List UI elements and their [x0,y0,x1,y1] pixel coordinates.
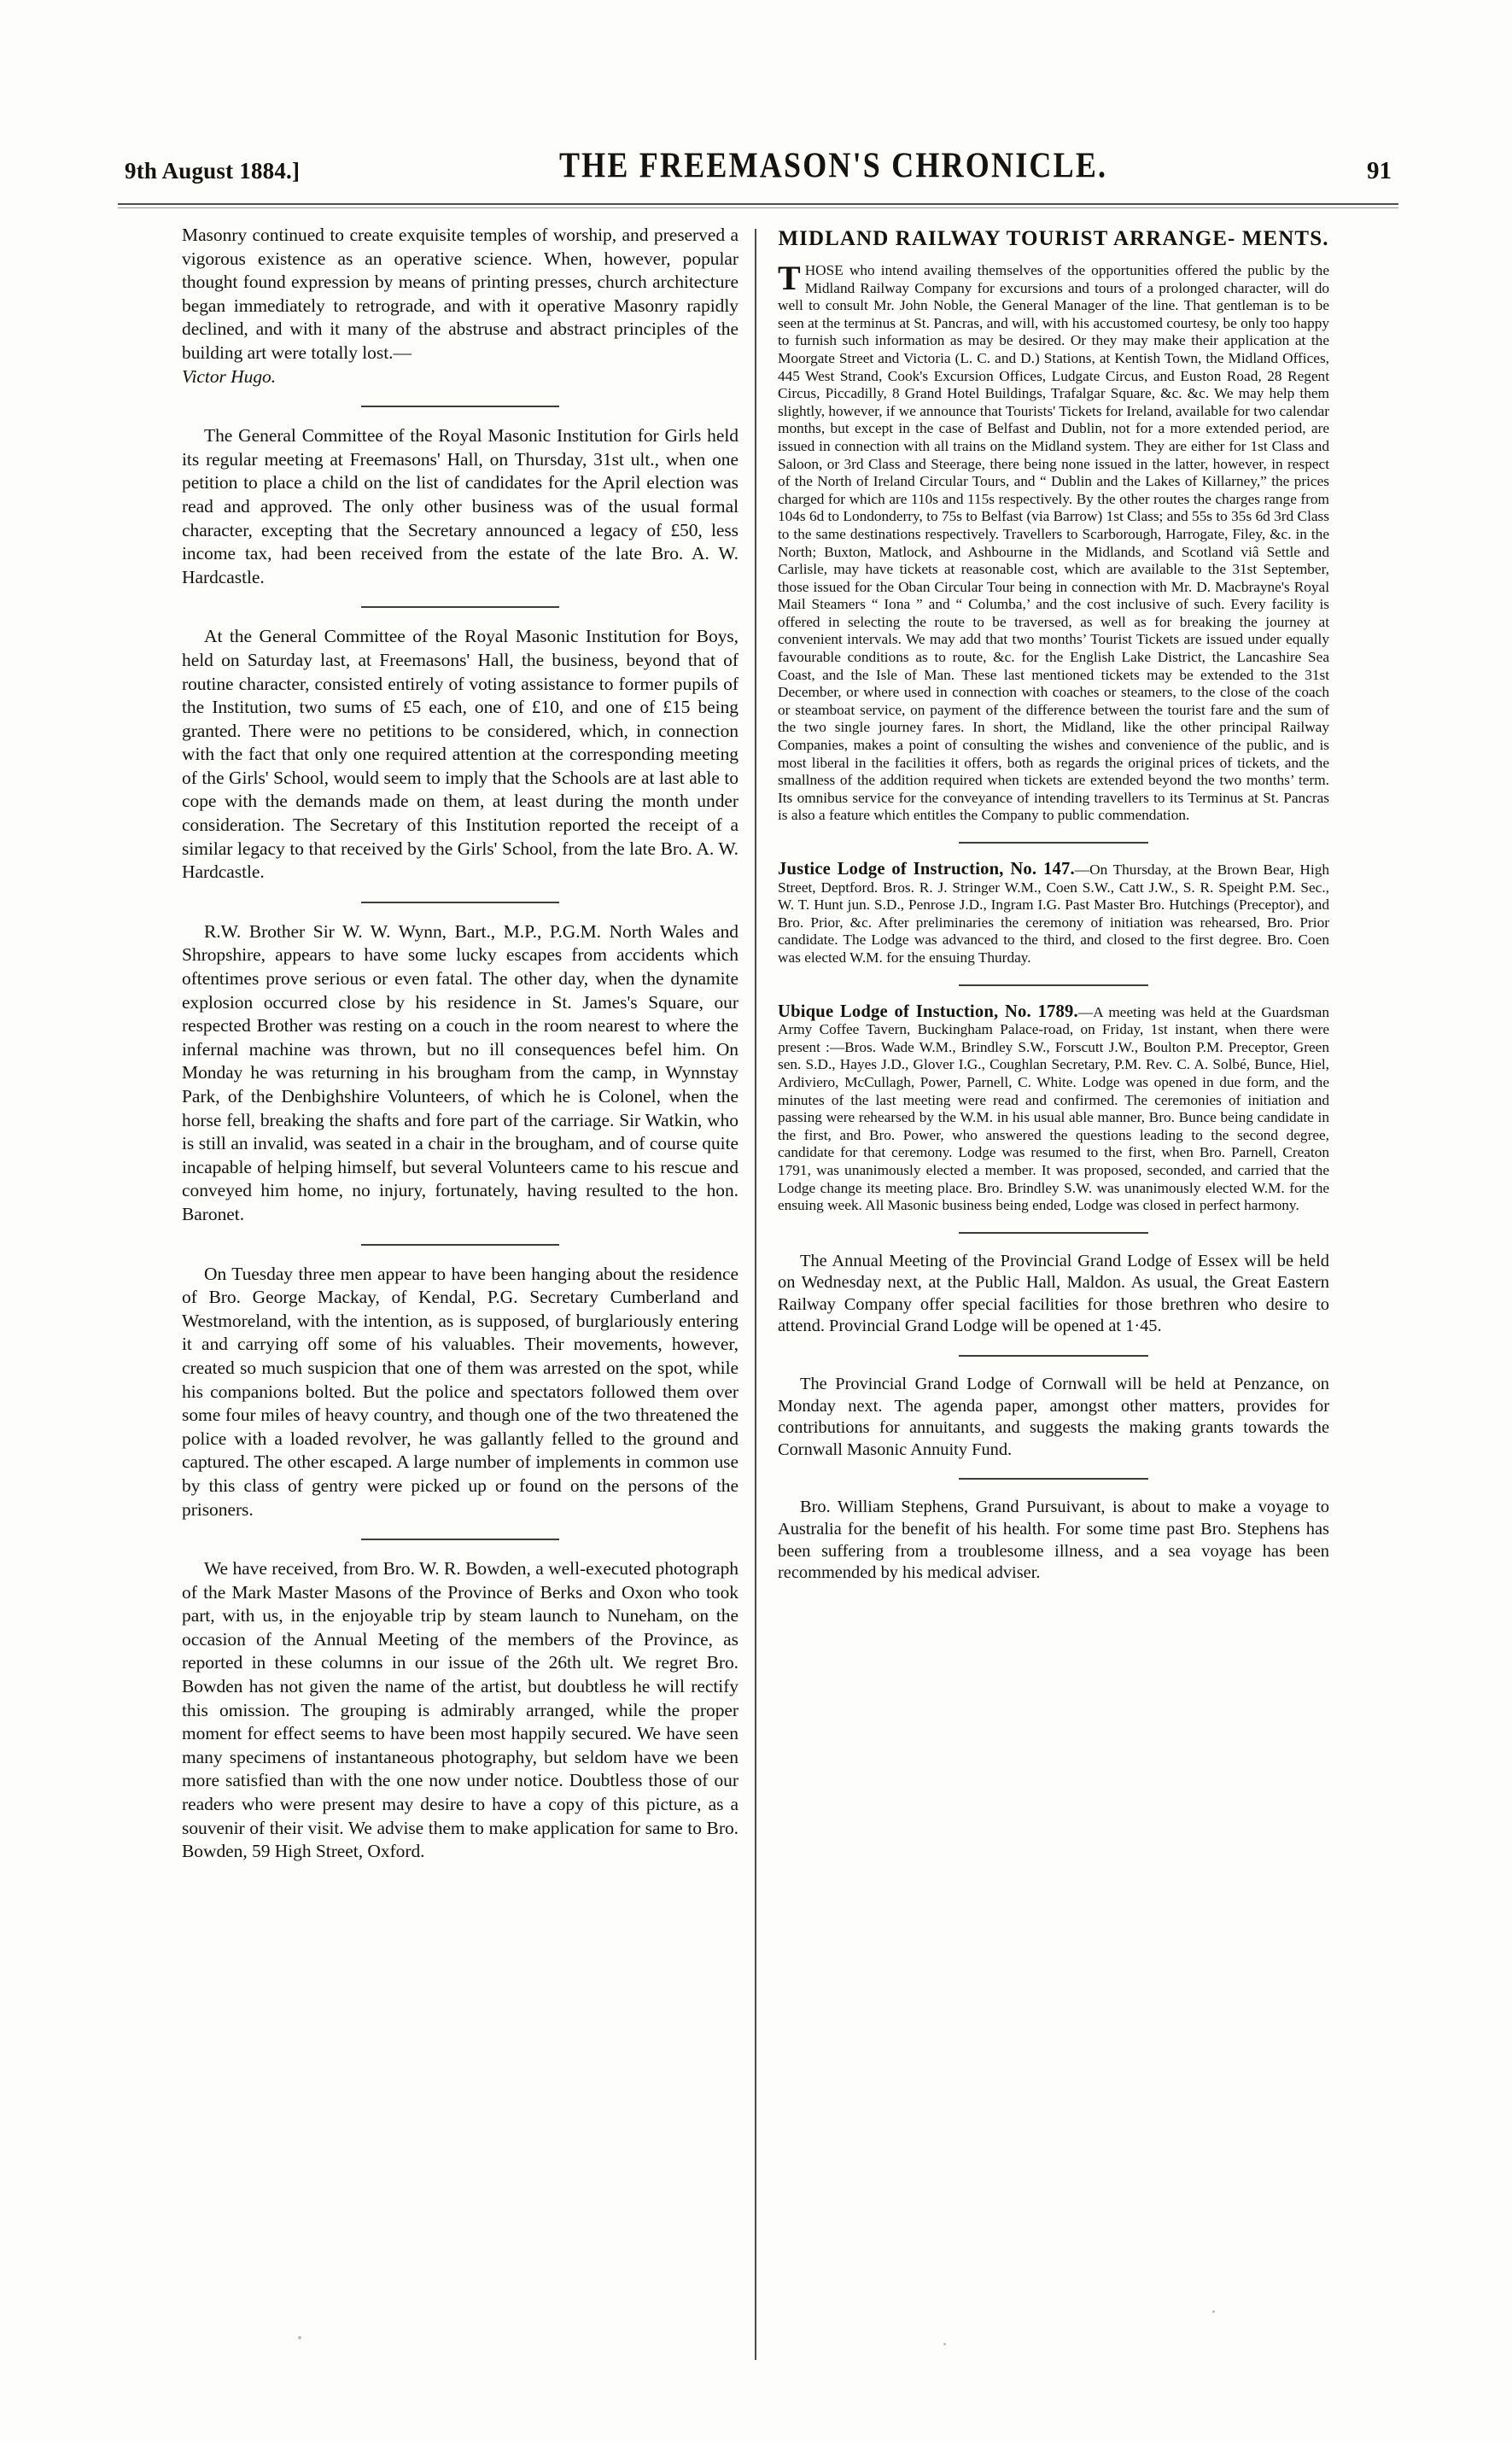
ubique-lodge-item [778,1003,1329,1215]
masonry-temples-text: Masonry continued to create exquisite temples of worship, and preserved a vigorous existence as an operative science. When, however, popular thought found expression by means of printing presses, church architecture began immediately to retrograde, and with it operative Masonry rapidly declined, and with it many of the abstruse and abstract principles of the building art were totally lost.— [182,225,738,363]
drop-cap-letter: T [778,259,801,297]
section-divider-1 [361,406,559,407]
left-column [182,224,756,2367]
issue-date: 9th August 1884.] [125,158,301,184]
girls-institution-paragraph: The General Committee of the Royal Masonic Institution for Girls held its regular meeting at Freemasons' Hall, on Thursday, 31st ult., when one petition to place a child on the list of candidates for the April election was read and approved. The only other business was of the usual formal character, excepting that the Secretary announced a legacy of £50, less income tax, had been received from the estate of the late Bro. A. W. Hardcastle. [182,425,738,587]
midland-railway-headline: MIDLAND RAILWAY TOURIST ARRANGE- MENTS. [778,227,1329,250]
right-column [756,224,1329,2367]
bowden-photograph-paragraph: We have received, from Bro. W. R. Bowden, a well-executed photograph of the Mark Master Masons of the Province of Berks and Oxon who took part, with us, in the enjoyable trip by steam launch to Nuneham, on the occasion of the Annual Meeting of the members of the Province, as reported in these columns in our issue of the 26th ult. We regret Bro. Bowden has not given the name of the artist, but doubtless he will rectify this omission. The grouping is admirably arranged, while the proper moment for effect seems to have been most happily secured. We have seen many specimens of instantaneous photography, but seldom have we been more satisfied than with the one now under notice. Doubtless those of our readers who were present may desire to have a copy of this picture, as a souvenir of their visit. We advise them to make application for same to Bro. Bowden, 59 High Street, Oxford. [182,1558,738,1862]
scan-speck [1212,2310,1215,2313]
sir-ww-wynn-paragraph: R.W. Brother Sir W. W. Wynn, Bart., M.P., P.G.M. North Wales and Shropshire, appears to have some lucky escapes from accidents which oftentimes prove serious or even fatal. The other day, when the dynamite explosion occurred close by his residence in St. James's Square, our respected Brother was resting on a couch in the room nearest to where the infernal machine was thrown, but no ill consequences befel him. On Monday he was returning in his brougham from the camp, in Wynnstay Park, of the Denbighshire Volunteers, of which he is Colonel, when the horse fell, breaking the shafts and fore part of the carriage. Sir Watkin, who is still an invalid, was seated in a chair in the brougham, and of course quite incapable of helping himself, but several Volunteers came to his rescue and conveyed him home, no injury, fortunately, having resulted to the hon. Baronet. [182,920,738,1224]
right-divider-1 [959,842,1148,844]
right-divider-5 [959,1478,1148,1480]
boys-institution-paragraph: At the General Committee of the Royal Masonic Institution for Boys, held on Saturday last, at Freemasons' Hall, the business, beyond that of routine character, consisted entirely of voting assistance to former pupils of the Institution, two sums of £5 each, one of £10, and one of £15 being granted. There were no petitions to be considered, which, in connection with the fact that only one required attention at the corresponding meeting of the Girls' School, would seem to imply that the Schools are at last able to cope with the demands made on them, at least during the month under consideration. The Secretary of this Institution reported the receipt of a similar legacy to that received by the Girls' School, from the late Bro. A. W. Hardcastle. [182,626,738,883]
burglary-kendal-paragraph: On Tuesday three men appear to have been hanging about the residence of Bro. George Mackay, of Kendal, P.G. Secretary Cumberland and Westmoreland, with the intention, as is supposed, of burglariously entering it and carrying off some of his valuables. Their movements, however, created so much suspicion that one of them was arrested on the spot, while his companions bolted. But the police and spectators followed them over some four miles of heavy country, and though one of the two threatened the police with a loaded revolver, he was gallantly felled to the ground and captured. The other escaped. A large number of implements in common use by this class of gentry were picked up or found on the persons of the prisoners. [182,1263,738,1520]
masthead-rule-secondary [118,207,1398,208]
scan-speck [298,2336,301,2339]
masthead-rule [118,203,1398,205]
columns-container [182,224,1336,2367]
justice-lodge-body: —On Thursday, at the Brown Bear, High Street, Deptford. Bros. R. J. Stringer W.M., Coen S.W., Catt J.W., S. R. Speight P.M. Sec., W. T. Hunt jun. S.D., Penrose J.D., Ingram I.G. Past Master Bro. Hutchings (Preceptor), and Bro. Prior, &c. After preliminaries the ceremony of initiation was rehearsed, Bro. Prior candidate. The Lodge was advanced to the third, and closed to the first degree. Bro. Coen was elected W.M. for the ensuing Thurday. [778,861,1329,966]
right-divider-3 [959,1232,1148,1234]
page-number: 91 [1367,157,1392,184]
masthead [109,144,1407,186]
section-divider-2 [361,606,559,608]
cornwall-grand-lodge-item: The Provincial Grand Lodge of Cornwall will be held at Penzance, on Monday next. The agenda paper, amongst other matters, provides for contributions for annuitants, and suggests the making grants towards the Cornwall Masonic Annuity Fund. [778,1375,1329,1459]
publication-title: THE FREEMASON'S CHRONICLE. [558,144,1108,185]
victor-hugo-attribution: Victor Hugo. [182,365,277,387]
ubique-lodge-heading: Ubique Lodge of Instuction, No. 1789. [778,1002,1078,1021]
midland-railway-body: HOSE who intend availing themselves of the opportunities offered the public by the Midland Railway Company for excursions and tours of a prolonged character, will do well to consult Mr. John Noble, the General Manager of the line. That gentleman is to be seen at the terminus at St. Pancras, and will, with his accustomed courtesy, be only too happy to furnish such information as may be desired. Or they may make their application at the Moorgate Street and Victoria (L. C. and D.) Stations, at Kentish Town, the Midland Offices, 445 West Strand, Cook's Excursion Offices, Ludgate Circus, and Euston Road, 28 Regent Circus, Piccadilly, 8 Grand Hotel Buildings, Trafalgar Square, &c. &c. We may help them slightly, however, if we announce that Tourists' Tickets for Ireland, available for two calendar months, but except in the case of Belfast and Dublin, not for a more extended period, are issued in connection with all trains on the Midland system. They are either for 1st Class and Saloon, or 3rd Class and Steerage, there being none issued in the latter, however, in respect of the North of Ireland Circular Tours, and “ Dublin and the Lakes of Killarney,” the prices charged for which are 110s and 115s respectively. By the other routes the charges range from 104s 6d to Londonderry, to 75s to Belfast (via Barrow) 1st Class; and 55s to 35s 6d 3rd Class to the same destinations respectively. Travellers to Scarborough, Harrogate, Filey, &c. in the North; Buxton, Matlock, and Ashbourne in the Midlands, and Scotland viâ Settle and Carlisle, may have tickets at reasonable cost, which are available to the 31st September, those issued for the Oban Circular Tour being in connection with Mr. D. Macbrayne's Royal Mail Steamers “ Iona ” and “ Columba,’ and the cost inclusive of such. Every facility is offered in selecting the route to be traversed, as well as for breaking the journey at convenient intervals. We may add that two months’ Tourist Tickets are issued under equally favourable conditions as to route, &c. for the English Lake District, the Lancashire Sea Coast, and the Isle of Man. These last mentioned tickets may be extended to the 31st December, or where used in connection with coaches or steamers, to the close of the coach or steamboat service, on payment of the difference between the tourist fare and the sum of the two single journey fares. In short, the Midland, like the other principal Railway Companies, makes a point of consulting the wishes and convenience of the public, and is most liberal in the facilities it offers, both as regards the original prices of tickets, and the smallness of the addition required when tickets are extended beyond the two months’ term. Its omnibus service for the conveyance of intending travellers to its Terminus at St. Pancras is also a feature which entitles the Company to public commendation. [778,262,1329,824]
justice-lodge-heading: Justice Lodge of Instruction, No. 147. [778,860,1075,879]
section-divider-4 [361,1244,559,1246]
right-divider-2 [959,984,1148,986]
midland-railway-article [778,259,1329,825]
stephens-voyage-item: Bro. William Stephens, Grand Pursuivant, is about to make a voyage to Australia for the benefit of his health. For some time past Bro. Stephens has been suffering from a troublesome illness, and a sea voyage has been recommended by his medical adviser. [778,1498,1329,1583]
essex-grand-lodge-item: The Annual Meeting of the Provincial Grand Lodge of Essex will be held on Wednesday next, at the Public Hall, Maldon. As usual, the Great Eastern Railway Company offer special facilities for those brethren who desire to attend. Provincial Grand Lodge will be opened at 1·45. [778,1251,1329,1336]
masonry-temples-paragraph [182,224,738,388]
ubique-lodge-body: —A meeting was held at the Guardsman Army Coffee Tavern, Buckingham Palace-road, on Friday, 1st instant, when there were present :—Bros. Wade W.M., Brindley S.W., Forscutt J.W., Boulton P.M. Preceptor, Green sen. S.D., Hayes J.D., Glover I.G., Coughlan Secretary, P.M. Rev. C. A. Solbé, Bunce, Hiel, Ardiviero, McCullagh, Power, Parnell, C. White. Lodge was opened in due form, and the minutes of the last meeting were read and confirmed. The ceremonies of initiation and passing were rehearsed by the W.M. in his usual able manner, Bro. Bunce being candidate in the first, and Bro. Power, who answered the questions leading to the second degree, candidate for that ceremony. Lodge was resumed to the first, when Bro. Parnell, Creaton 1791, was unanimously elected a member. It was proposed, seconded, and carried that the Lodge change its meeting place. Bro. Brindley S.W. was unanimously elected W.M. for the ensuing week. All Masonic business being ended, Lodge was closed in perfect harmony. [778,1003,1329,1214]
scan-speck [943,2343,946,2345]
justice-lodge-item [778,861,1329,967]
right-divider-4 [959,1355,1148,1357]
section-divider-5 [361,1539,559,1540]
section-divider-3 [361,902,559,903]
